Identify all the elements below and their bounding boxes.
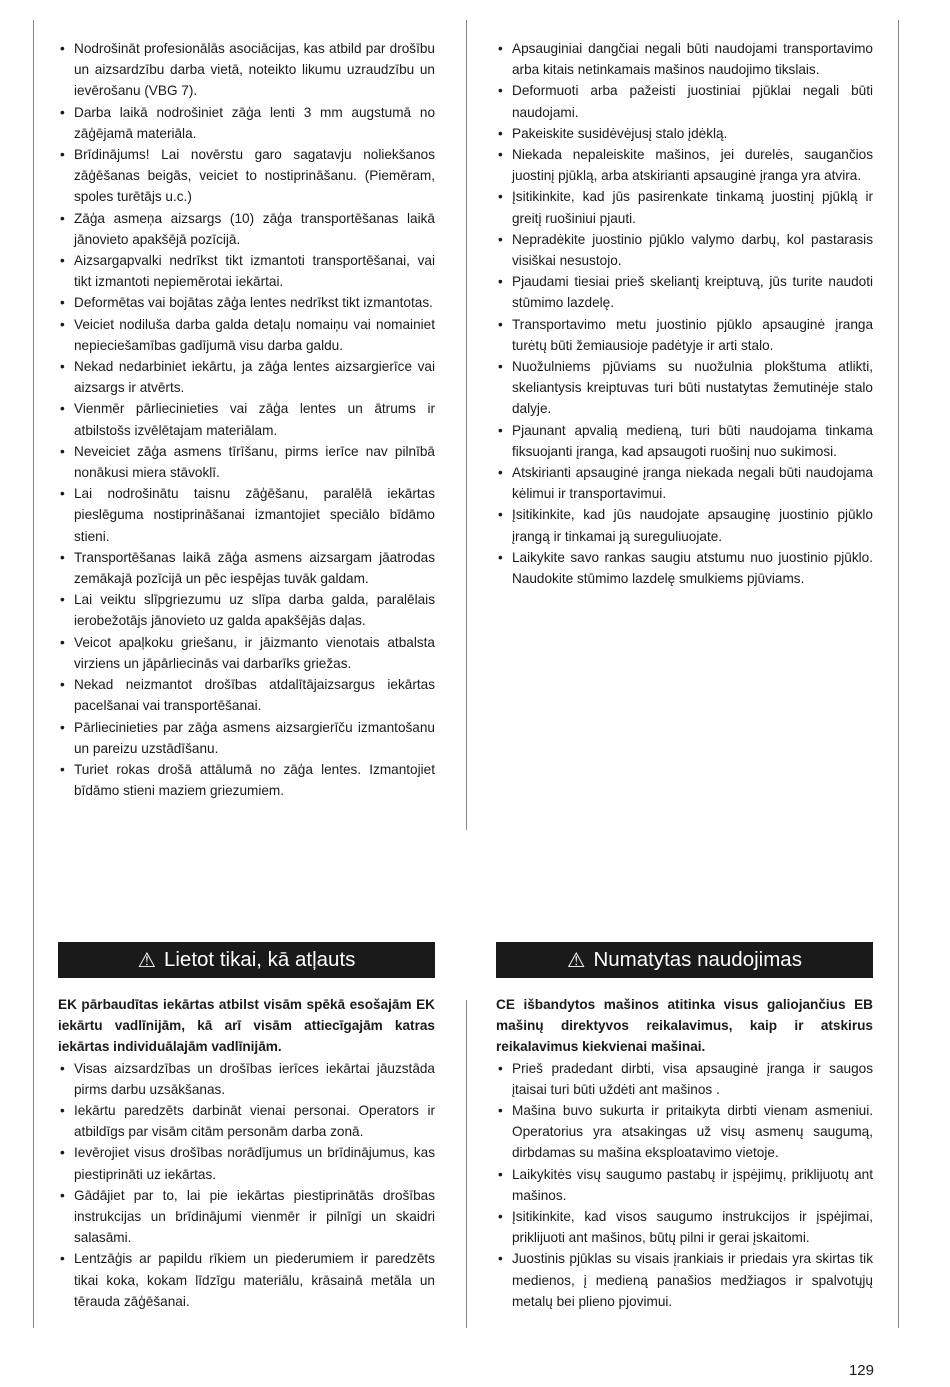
list-item: • Darba laikā nodrošiniet zāģa lenti 3 mm augstumā no zāģējamā materiāla.: [58, 102, 435, 144]
top-left-column: [58, 38, 435, 801]
right-margin-rule: [898, 20, 899, 1328]
safety-list-lithuanian: [496, 38, 873, 589]
list-item: • Apsauginiai dangčiai negali būti naudojami transportavimo arba kitais netinkamais mašinos naudojimo tikslais.: [496, 38, 873, 80]
list-item: • Lai nodrošinātu taisnu zāģēšanu, paralēlā iekārtas pieslēguma nostiprināšanai izmantojiet speciālo bīdāmo stieni.: [58, 483, 435, 547]
list-item: • Nodrošināt profesionālās asociācijas, kas atbild par drošību un aizsardzību darba vietā, noteikto likumu uzraudzību un ievērošanu (VBG 7).: [58, 38, 435, 102]
list-item: • Veiciet nodiluša darba galda detaļu nomaiņu vai nomainiet nepieciešamības gadījumā visu darba galdu.: [58, 314, 435, 356]
left-intro-paragraph: EK pārbaudītas iekārtas atbilst visām spēkā esošajām EK iekārtu vadlīnijām, kā arī visām attiecīgajām katras iekārtas individuālajām vadlīnijām.: [58, 997, 435, 1055]
center-rule-upper: [466, 20, 467, 830]
list-item: • Turiet rokas drošā attālumā no zāģa lentes. Izmantojiet bīdāmo stieni maziem griezumiem.: [58, 759, 435, 801]
list-item: • Gādājiet par to, lai pie iekārtas piestiprinātās drošības instrukcijas un brīdinājumi vienmēr ir pilnīgi un skaidri salasāmi.: [58, 1185, 435, 1249]
list-item: • Lentzāģis ar papildu rīkiem un piederumiem ir paredzēts tikai koka, kokam līdzīgu materiālu, krāsainā metāla un tērauda zāģēšanai.: [58, 1248, 435, 1312]
list-item: • Įsitikinkite, kad jūs naudojate apsauginę juostinio pjūklo įrangą ir tinkamai ją sureguliuojate.: [496, 504, 873, 546]
list-item: • Pjaunant apvalią medieną, turi būti naudojama tinkama fiksuojanti įranga, kad apsaugoti ruošinį nuo sukimosi.: [496, 420, 873, 462]
list-item: • Transportavimo metu juostinio pjūklo apsauginė įranga turėtų būti žemiausioje padėtyje ir arti stalo.: [496, 314, 873, 356]
list-item: • Ievērojiet visus drošības norādījumus un brīdinājumus, kas piestiprināti uz iekārtas.: [58, 1142, 435, 1184]
list-item: • Brīdinājums! Lai novērstu garo sagatavju noliekšanos zāģēšanas beigās, veiciet to nostiprināšanu. (Piemēram, spoles turētājs u.c.): [58, 144, 435, 208]
list-item: • Nekad nedarbiniet iekārtu, ja zāģa lentes aizsargierīce vai aizsargs ir atvērts.: [58, 356, 435, 398]
list-item: • Laikykitės visų saugumo pastabų ir įspėjimų, priklijuotų ant mašinos.: [496, 1164, 873, 1206]
list-item: • Zāģa asmeņa aizsargs (10) zāģa transportēšanas laikā jānovieto apakšējā pozīcijā.: [58, 208, 435, 250]
list-item: • Nekad neizmantot drošības atdalītājaizsargus iekārtas pacelšanai vai transportēšanai.: [58, 674, 435, 716]
list-item: • Pjaudami tiesiai prieš skeliantį kreiptuvą, jūs turite naudoti stūmimo lazdelę.: [496, 271, 873, 313]
list-item: • Nepradėkite juostinio pjūklo valymo darbų, kol pastarasis visiškai nesustojo.: [496, 229, 873, 271]
intended-use-list-lithuanian: [496, 1058, 873, 1312]
list-item: • Iekārtu paredzēts darbināt vienai personai. Operators ir atbildīgs par visām citām personām darba zonā.: [58, 1100, 435, 1142]
list-item: • Veicot apaļkoku griešanu, ir jāizmanto vienotais atbalsta virziens un jāpārliecinās vai darbarīks griežas.: [58, 632, 435, 674]
list-item: • Nuožulniems pjūviams su nuožulnia plokštuma atlikti, skeliantysis kreiptuvas turi būti nustatytas žemutinėje stalo dalyje.: [496, 356, 873, 420]
list-item: • Neveiciet zāģa asmens tīrīšanu, pirms ierīce nav pilnībā nonākusi miera stāvoklī.: [58, 441, 435, 483]
list-item: • Niekada nepaleiskite mašinos, jei durelės, saugančios juostinį pjūklą, arba atskirianti apsauginė įranga yra atvira.: [496, 144, 873, 186]
page-number: 129: [848, 1362, 874, 1379]
list-item: • Deformētas vai bojātas zāģa lentes nedrīkst tikt izmantotas.: [58, 292, 435, 313]
list-item: • Atskirianti apsauginė įranga niekada negali būti naudojama kėlimui ir transportavimui.: [496, 462, 873, 504]
list-item: • Deformuoti arba pažeisti juostiniai pjūklai negali būti naudojami.: [496, 80, 873, 122]
right-intro-paragraph: CE išbandytos mašinos atitinka visus galiojančius EB mašinų direktyvos reikalavimus, kaip ir atskirus reikalavimus kiekvienai mašinai.: [496, 997, 873, 1055]
list-item: • Lai veiktu slīpgriezumu uz slīpa darba galda, paralēlais ierobežotājs jānovieto uz galda apakšējās daļas.: [58, 589, 435, 631]
list-item: • Juostinis pjūklas su visais įrankiais ir priedais yra skirtas tik medienos, į medieną panašios medžiagos ir spalvotųjų metalų bei plieno pjovimui.: [496, 1248, 873, 1312]
center-rule-lower: [466, 1000, 467, 1328]
list-item: • Laikykite savo rankas saugiu atstumu nuo juostinio pjūklo. Naudokite stūmimo lazdelę smulkiems pjūviams.: [496, 547, 873, 589]
left-section-heading: [58, 942, 435, 978]
intended-use-list-latvian: [58, 1058, 435, 1312]
bottom-right-column: [496, 994, 873, 1312]
list-item: • Mašina buvo sukurta ir pritaikyta dirbti vienam asmeniui. Operatorius yra atsakingas už visų asmenų saugumą, dirbdamas su mašina eksploatavimo vietoje.: [496, 1100, 873, 1164]
bottom-left-column: [58, 994, 435, 1312]
top-right-column: [496, 38, 873, 589]
list-item: • Įsitikinkite, kad jūs pasirenkate tinkamą juostinį pjūklą ir greitį ruošiniui pjauti.: [496, 186, 873, 228]
right-section-heading: [496, 942, 873, 978]
list-item: • Aizsargapvalki nedrīkst tikt izmantoti transportēšanai, vai tikt izmantoti nepiemērotai iekārtai.: [58, 250, 435, 292]
list-item: • Įsitikinkite, kad visos saugumo instrukcijos ir įspėjimai, priklijuoti ant mašinos, būtų pilni ir gerai įskaitomi.: [496, 1206, 873, 1248]
list-item: • Visas aizsardzības un drošības ierīces iekārtai jāuzstāda pirms darbu uzsākšanas.: [58, 1058, 435, 1100]
left-margin-rule: [33, 20, 34, 1328]
list-item: • Pārliecinieties par zāģa asmens aizsargierīču izmantošanu un pareizu uzstādīšanu.: [58, 717, 435, 759]
list-item: • Transportēšanas laikā zāģa asmens aizsargam jāatrodas zemākajā pozīcijā un pēc iespējas tuvāk galdam.: [58, 547, 435, 589]
left-heading-text: Lietot tikai, kā atļauts: [163, 948, 356, 971]
right-heading-text: Numatytas naudojimas: [593, 948, 802, 971]
list-item: • Prieš pradedant dirbti, visa apsauginė įranga ir saugos įtaisai turi būti uždėti ant mašinos .: [496, 1058, 873, 1100]
list-item: • Pakeiskite susidėvėjusį stalo įdėklą.: [496, 123, 873, 144]
safety-list-latvian: [58, 38, 435, 801]
warning-triangle-icon: ⚠: [137, 948, 156, 972]
warning-triangle-icon: ⚠: [567, 948, 586, 972]
list-item: • Vienmēr pārliecinieties vai zāģa lentes un ātrums ir atbilstošs izvēlētajam materiālam.: [58, 398, 435, 440]
